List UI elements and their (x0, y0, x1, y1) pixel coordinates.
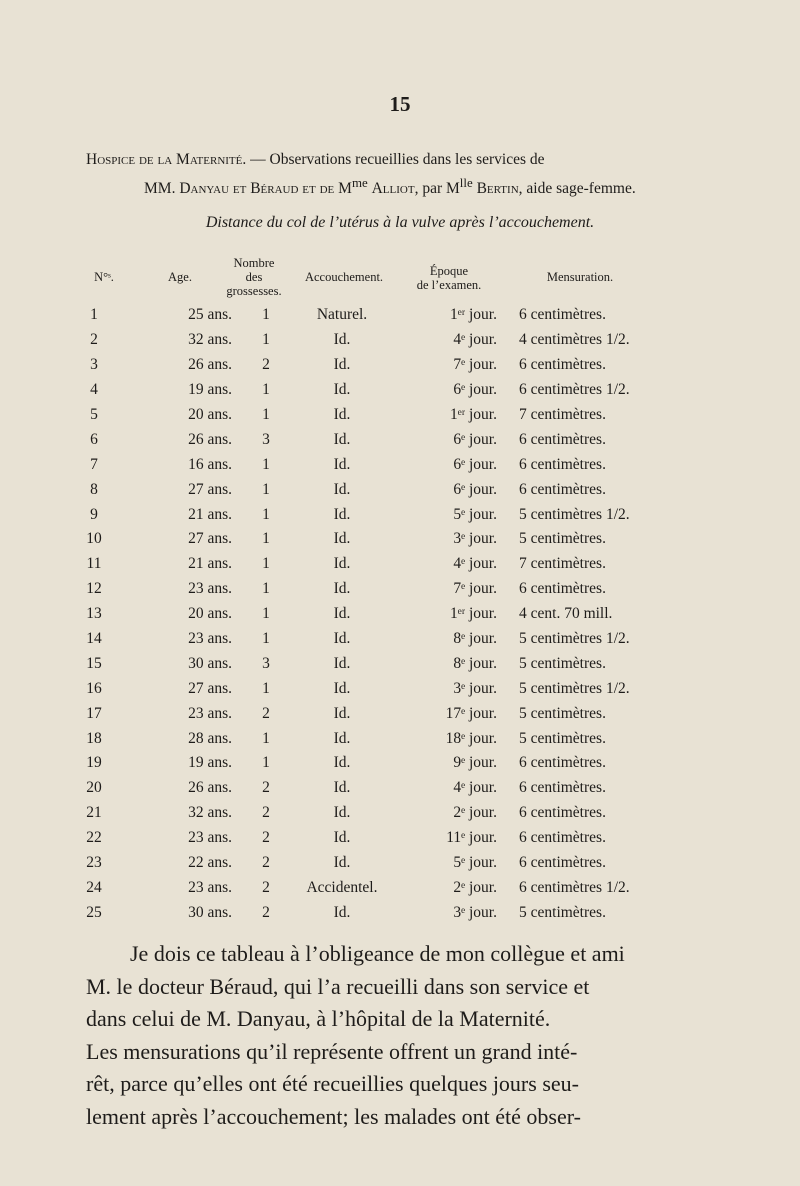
cell-epoque: 3ᵉ jour. (453, 903, 497, 921)
cell-mensuration: 6 centimètres. (519, 356, 606, 374)
cell-accouchement: Id. (333, 605, 351, 623)
cell-number: 10 (86, 530, 102, 548)
cell-mensuration: 5 centimètres 1/2. (519, 630, 630, 648)
cell-age: 23 ans. (188, 878, 232, 896)
cell-number: 17 (86, 704, 102, 722)
column-header-mensuration: Mensuration. (546, 270, 614, 284)
header-mme: M (338, 180, 352, 198)
cell-epoque: 3ᵉ jour. (453, 530, 497, 548)
cell-grossesses: 1 (262, 580, 270, 598)
cell-accouchement: Id. (333, 430, 351, 448)
cell-number: 24 (86, 878, 102, 896)
cell-mensuration: 5 centimètres 1/2. (519, 505, 630, 523)
cell-number: 20 (86, 779, 102, 797)
cell-epoque: 6ᵉ jour. (453, 381, 497, 399)
cell-number: 9 (90, 505, 98, 523)
cell-grossesses: 1 (262, 530, 270, 548)
cell-accouchement: Id. (333, 406, 351, 423)
cell-accouchement: Id. (333, 829, 351, 847)
body-line-text: Je dois ce tableau à l’obligeance de mon collègue et ami (130, 941, 625, 966)
cell-age: 22 ans. (188, 854, 232, 872)
cell-mensuration: 6 centimètres. (519, 829, 606, 847)
header-alliot: Alliot (371, 180, 415, 198)
cell-epoque: 18ᵉ jour. (445, 729, 497, 747)
cell-age: 23 ans. (188, 704, 232, 722)
cell-number: 8 (90, 480, 98, 498)
cell-epoque: 7ᵉ jour. (453, 580, 497, 598)
cell-accouchement: Id. (333, 654, 351, 672)
cell-mensuration: 6 centimètres 1/2. (519, 878, 630, 896)
cell-accouchement: Id. (333, 381, 351, 399)
table-row (68, 602, 749, 627)
cell-accouchement: Id. (333, 630, 351, 648)
cell-mensuration: 6 centimètres. (519, 430, 606, 448)
cell-mensuration: 7 centimètres. (519, 555, 606, 573)
cell-number: 3 (90, 356, 98, 374)
body-line: Les mensurations qu’il représente offrent un grand inté- (86, 1038, 578, 1064)
column-header-num: N°ˢ. (94, 270, 114, 284)
cell-accouchement: Id. (333, 530, 351, 548)
cell-mensuration: 5 centimètres 1/2. (519, 679, 630, 697)
cell-accouchement: Id. (333, 356, 351, 374)
cell-accouchement: Id. (333, 754, 351, 772)
cell-grossesses: 1 (262, 555, 270, 573)
cell-age: 19 ans. (188, 381, 232, 399)
cell-epoque: 1ᵉʳ jour. (450, 605, 497, 623)
cell-grossesses: 3 (262, 654, 270, 672)
cell-grossesses: 1 (262, 754, 270, 772)
column-header-epoque-line-2: de l’examen. (416, 278, 482, 292)
header-doctors: MM. Danyau et Béraud et de (144, 180, 335, 198)
cell-number: 22 (86, 829, 102, 847)
cell-accouchement: Id. (333, 455, 351, 473)
cell-age: 28 ans. (188, 729, 232, 747)
cell-age: 21 ans. (188, 555, 232, 573)
cell-grossesses: 2 (262, 704, 270, 722)
cell-age: 30 ans. (188, 903, 232, 921)
cell-age: 26 ans. (188, 779, 232, 797)
column-header-epoque-line-1: Époque (429, 264, 469, 278)
table-row (68, 627, 749, 652)
cell-number: 14 (86, 630, 102, 648)
cell-mensuration: 6 centimètres. (519, 779, 606, 797)
cell-age: 27 ans. (188, 530, 232, 548)
cell-grossesses: 2 (262, 854, 270, 872)
table-row (68, 676, 749, 701)
cell-epoque: 8ᵉ jour. (453, 654, 497, 672)
cell-grossesses: 2 (262, 829, 270, 847)
cell-epoque: 4ᵉ jour. (453, 331, 497, 349)
cell-grossesses: 2 (262, 878, 270, 896)
cell-age: 26 ans. (188, 430, 232, 448)
cell-grossesses: 1 (262, 605, 270, 623)
cell-age: 27 ans. (188, 480, 232, 498)
header-line-1 (86, 148, 686, 171)
header-aide: , aide sage-femme. (518, 180, 636, 198)
cell-age: 23 ans. (188, 630, 232, 648)
cell-grossesses: 1 (262, 630, 270, 648)
table-row (68, 303, 749, 328)
column-header-accouchement: Accouchement. (304, 270, 384, 284)
table-row (68, 577, 749, 602)
cell-number: 25 (86, 903, 102, 921)
body-line: M. le docteur Béraud, qui l’a recueilli dans son service et (86, 973, 590, 999)
cell-number: 7 (90, 455, 98, 473)
institution-name: Hospice de la Maternité. (86, 151, 247, 168)
body-line: lement après l’accouchement; les malades ont été obser- (86, 1103, 581, 1129)
table-row (68, 502, 749, 527)
cell-grossesses: 2 (262, 903, 270, 921)
header-par: , par (414, 180, 443, 198)
cell-age: 25 ans. (188, 306, 232, 324)
cell-mensuration: 7 centimètres. (519, 406, 606, 423)
cell-number: 18 (86, 729, 102, 747)
cell-number: 5 (90, 406, 98, 423)
cell-age: 23 ans. (188, 580, 232, 598)
cell-mensuration: 6 centimètres. (519, 804, 606, 822)
table-row (68, 378, 749, 403)
cell-grossesses: 3 (262, 430, 270, 448)
cell-epoque: 4ᵉ jour. (453, 555, 497, 573)
cell-number: 23 (86, 854, 102, 872)
cell-number: 1 (90, 306, 98, 324)
cell-mensuration: 6 centimètres. (519, 580, 606, 598)
cell-age: 27 ans. (188, 679, 232, 697)
cell-number: 15 (86, 654, 102, 672)
cell-age: 23 ans. (188, 829, 232, 847)
cell-grossesses: 1 (262, 729, 270, 747)
cell-accouchement: Id. (333, 729, 351, 747)
cell-age: 30 ans. (188, 654, 232, 672)
table-header (86, 148, 686, 200)
header-line-2 (86, 171, 686, 200)
cell-epoque: 1ᵉʳ jour. (450, 406, 497, 423)
cell-age: 26 ans. (188, 356, 232, 374)
cell-accouchement: Id. (333, 505, 351, 523)
cell-mensuration: 4 cent. 70 mill. (519, 605, 613, 623)
cell-mensuration: 6 centimètres. (519, 455, 606, 473)
table-row (68, 403, 749, 428)
table-row (68, 900, 749, 925)
cell-age: 21 ans. (188, 505, 232, 523)
cell-epoque: 8ᵉ jour. (453, 630, 497, 648)
cell-accouchement: Naturel. (316, 306, 368, 324)
cell-age: 16 ans. (188, 455, 232, 473)
body-line (86, 938, 682, 971)
cell-epoque: 5ᵉ jour. (453, 505, 497, 523)
cell-mensuration: 6 centimètres. (519, 854, 606, 872)
cell-accouchement: Id. (333, 555, 351, 573)
table-row (68, 552, 749, 577)
header-observations: Observations recueillies dans les services de (269, 151, 545, 168)
table-row (68, 328, 749, 353)
body-paragraph (86, 938, 682, 1133)
column-header-age: Age. (168, 270, 192, 284)
cell-grossesses: 1 (262, 480, 270, 498)
cell-epoque: 3ᵉ jour. (453, 679, 497, 697)
table-row (68, 427, 749, 452)
cell-grossesses: 1 (262, 306, 270, 324)
cell-epoque: 5ᵉ jour. (453, 854, 497, 872)
cell-accouchement: Id. (333, 331, 351, 349)
table-row (68, 452, 749, 477)
cell-grossesses: 1 (262, 406, 270, 423)
cell-number: 19 (86, 754, 102, 772)
header-mlle: M (446, 180, 460, 198)
cell-accouchement: Id. (333, 854, 351, 872)
table-row (68, 527, 749, 552)
cell-accouchement: Id. (333, 903, 351, 921)
cell-mensuration: 6 centimètres. (519, 754, 606, 772)
cell-number: 11 (86, 555, 102, 573)
cell-grossesses: 2 (262, 356, 270, 374)
cell-mensuration: 5 centimètres. (519, 903, 606, 921)
cell-mensuration: 5 centimètres. (519, 530, 606, 548)
cell-number: 21 (86, 804, 102, 822)
cell-mensuration: 6 centimètres 1/2. (519, 381, 630, 399)
table-row (68, 353, 749, 378)
cell-accouchement: Id. (333, 679, 351, 697)
body-line: dans celui de M. Danyau, à l’hôpital de la Maternité. (86, 1006, 551, 1031)
cell-epoque: 2ᵉ jour. (453, 878, 497, 896)
cell-accouchement: Id. (333, 779, 351, 797)
cell-age: 20 ans. (188, 605, 232, 623)
cell-epoque: 4ᵉ jour. (453, 779, 497, 797)
table-row (68, 851, 749, 876)
cell-accouchement: Id. (333, 580, 351, 598)
cell-mensuration: 6 centimètres. (519, 480, 606, 498)
cell-epoque: 2ᵉ jour. (453, 804, 497, 822)
cell-number: 16 (86, 679, 102, 697)
column-header-grossesses-line-1: Nombre (233, 256, 275, 270)
column-header-grossesses (212, 256, 296, 298)
column-header-grossesses-line-2: des (245, 270, 263, 284)
cell-age: 32 ans. (188, 331, 232, 349)
table-row (68, 651, 749, 676)
cell-epoque: 11ᵉ jour. (446, 829, 497, 847)
cell-accouchement: Accidentel. (306, 878, 378, 896)
header-mme-sup: me (351, 175, 368, 190)
cell-age: 32 ans. (188, 804, 232, 822)
table-row (68, 751, 749, 776)
table-row (68, 875, 749, 900)
cell-accouchement: Id. (333, 704, 351, 722)
cell-mensuration: 4 centimètres 1/2. (519, 331, 630, 349)
header-dash: — (250, 151, 266, 168)
cell-grossesses: 1 (262, 455, 270, 473)
cell-grossesses: 2 (262, 779, 270, 797)
cell-epoque: 17ᵉ jour. (445, 704, 497, 722)
cell-grossesses: 1 (262, 505, 270, 523)
cell-number: 12 (86, 580, 102, 598)
cell-accouchement: Id. (333, 804, 351, 822)
column-header-epoque (406, 264, 492, 292)
table-row (68, 477, 749, 502)
cell-accouchement: Id. (333, 480, 351, 498)
body-line: rêt, parce qu’elles ont été recueillies quelques jours seu- (86, 1071, 579, 1096)
cell-epoque: 1ᵉʳ jour. (450, 306, 497, 324)
cell-mensuration: 5 centimètres. (519, 654, 606, 672)
cell-grossesses: 1 (262, 381, 270, 399)
cell-age: 19 ans. (188, 754, 232, 772)
cell-grossesses: 1 (262, 331, 270, 349)
table-row (68, 826, 749, 851)
table-row (68, 726, 749, 751)
cell-epoque: 6ᵉ jour. (453, 430, 497, 448)
column-header-grossesses-line-3: grossesses. (226, 284, 282, 298)
cell-number: 13 (86, 605, 102, 623)
cell-grossesses: 2 (262, 804, 270, 822)
cell-number: 4 (90, 381, 98, 399)
cell-number: 2 (90, 331, 98, 349)
cell-epoque: 7ᵉ jour. (453, 356, 497, 374)
cell-epoque: 6ᵉ jour. (453, 480, 497, 498)
table-row (68, 776, 749, 801)
cell-mensuration: 5 centimètres. (519, 704, 606, 722)
cell-epoque: 9ᵉ jour. (453, 754, 497, 772)
table-row (68, 701, 749, 726)
cell-number: 6 (90, 430, 98, 448)
header-mlle-sup: lle (459, 175, 473, 190)
header-bertin: Bertin (476, 180, 519, 198)
observations-table (68, 303, 749, 925)
cell-mensuration: 5 centimètres. (519, 729, 606, 747)
observations-table-body (68, 303, 749, 925)
cell-epoque: 6ᵉ jour. (453, 455, 497, 473)
cell-grossesses: 1 (262, 679, 270, 697)
table-subtitle: Distance du col de l’utérus à la vulve après l’accouchement. (205, 214, 595, 231)
page-number: 15 (389, 92, 411, 116)
cell-mensuration: 6 centimètres. (519, 306, 606, 324)
cell-age: 20 ans. (188, 406, 232, 423)
table-row (68, 801, 749, 826)
